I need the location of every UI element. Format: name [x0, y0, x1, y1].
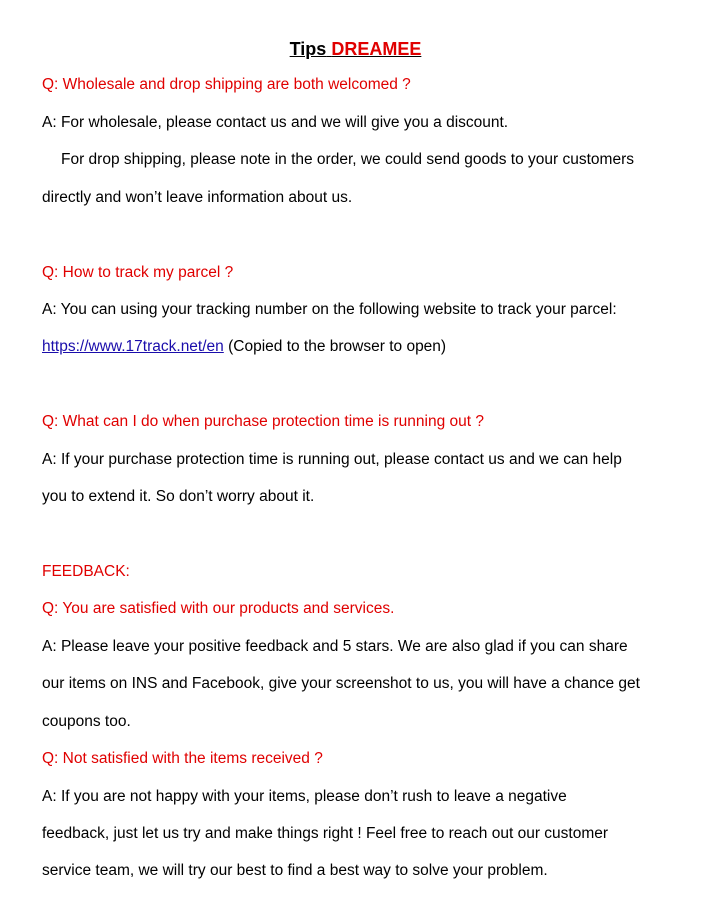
protection-answer-line-2: you to extend it. So don’t worry about it.	[42, 488, 315, 505]
unsatisfied-answer-line-1: A: If you are not happy with your items, please don’t rush to leave a negative	[42, 788, 567, 805]
unsatisfied-question: Q: Not satisfied with the items received ?	[42, 750, 323, 767]
unsatisfied-answer-line-2: feedback, just let us try and make things right ! Feel free to reach out our customer	[42, 825, 609, 842]
tracking-answer-line-1: A: You can using your tracking number on the following website to track your parcel:	[42, 301, 617, 318]
tracking-question: Q: How to track my parcel ?	[42, 264, 234, 281]
tracking-link-note: (Copied to the browser to open)	[223, 338, 447, 355]
satisfied-answer-line-1: A: Please leave your positive feedback and 5 stars. We are also glad if you can share	[42, 638, 628, 655]
wholesale-answer-line-2: For drop shipping, please note in the order, we could send goods to your customers	[61, 151, 634, 168]
protection-question: Q: What can I do when purchase protection time is running out ?	[42, 413, 484, 430]
protection-answer-line-1: A: If your purchase protection time is running out, please contact us and we can help	[42, 451, 622, 468]
satisfied-answer-line-2: our items on INS and Facebook, give your screenshot to us, you will have a chance get	[42, 675, 640, 692]
wholesale-answer-line-1: A: For wholesale, please contact us and we will give you a discount.	[42, 114, 509, 131]
tracking-answer-line-2	[42, 336, 446, 358]
satisfied-answer-line-3: coupons too.	[42, 713, 131, 730]
unsatisfied-answer-line-3: service team, we will try our best to find a best way to solve your problem.	[42, 862, 548, 879]
page-title	[0, 37, 711, 61]
title-brand: DREAMEE	[331, 39, 422, 59]
wholesale-answer-line-3: directly and won’t leave information about us.	[42, 189, 353, 206]
tracking-link[interactable]: https://www.17track.net/en	[42, 338, 224, 355]
title-prefix: Tips	[289, 39, 327, 59]
satisfied-question: Q: You are satisfied with our products and services.	[42, 600, 395, 617]
wholesale-question: Q: Wholesale and drop shipping are both welcomed ?	[42, 76, 411, 93]
feedback-heading: FEEDBACK:	[42, 563, 130, 580]
